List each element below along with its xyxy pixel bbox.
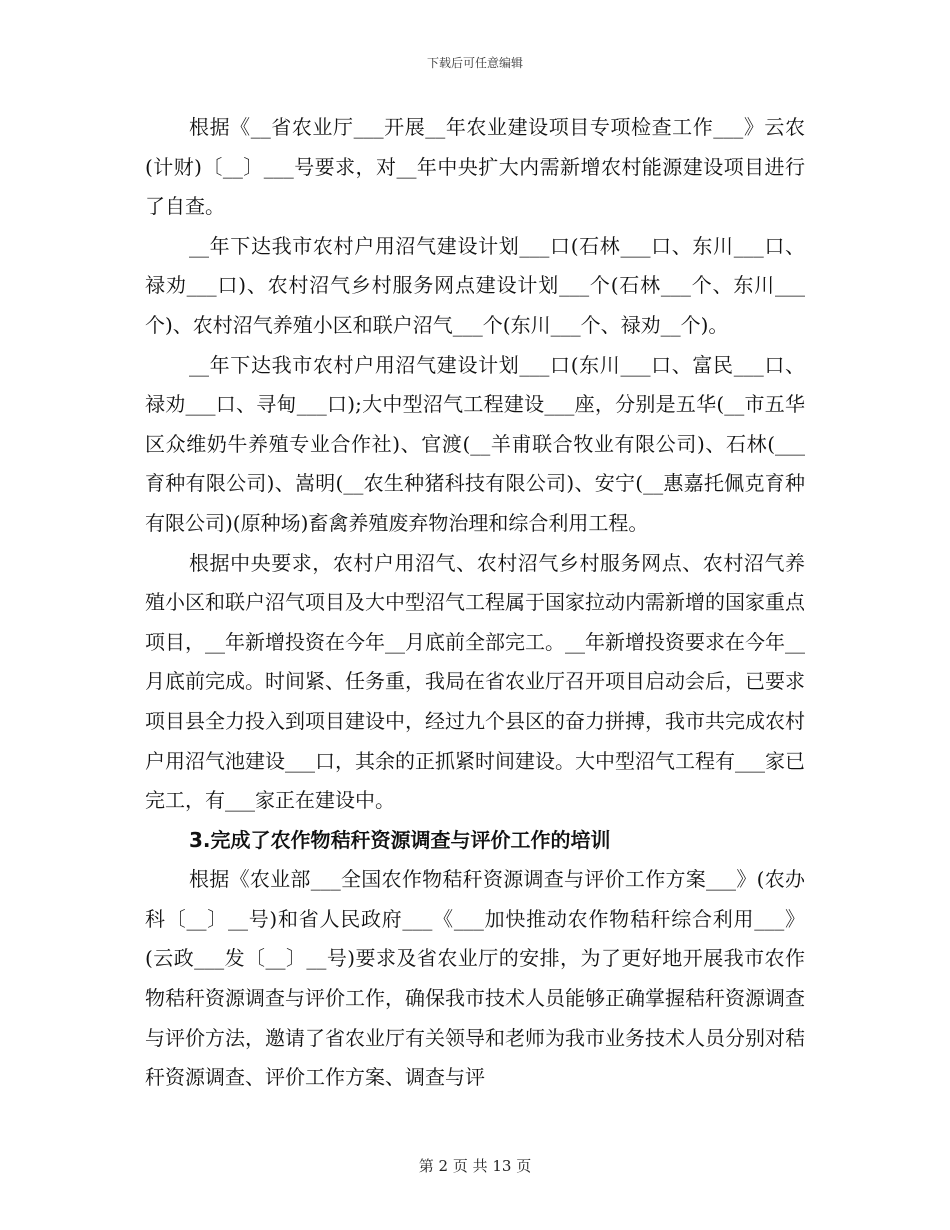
paragraph-straw-survey-training: 根据《农业部___全国农作物秸秆资源调查与评价工作方案___》(农办科〔__〕__号)和省人民政府___《___加快推动农作物秸秆综合利用___》(云政___发〔__〕__号)要求及省农业厅的安排，为了更好地开展我市农作物秸秆资源调查与评价工作，确保我市技术人员能够正确掌握秸秆资源调查与评价方法，邀请了省农业厅有关领导和老师为我市业务技术人员分别对秸秆资源调查、评价工作方案、调查与评 [145,867,805,1090]
section-heading-straw-survey: 3.完成了农作物秸秆资源调查与评价工作的培训 [189,827,611,852]
paragraph-central-requirements: 根据中央要求，农村户用沼气、农村沼气乡村服务网点、农村沼气养殖小区和联户沼气项目及大中型沼气工程属于国家拉动内需新增的国家重点项目，__年新增投资在今年__月底前全部完工。__年新增投资要求在今年__月底前完成。时间紧、任务重，我局在省农业厅召开项目启动会后，已要求项目县全力投入到项目建设中，经过九个县区的奋力拼搏，我市共完成农村户用沼气池建设___口，其余的正抓紧时间建设。大中型沼气工程有___家已完工，有___家正在建设中。 [145,550,805,813]
document-body [145,108,805,1098]
paragraph-household-biogas-plan-2: __年下达我市农村户用沼气建设计划___口(东川___口、富民___口、禄劝___口、寻甸___口);大中型沼气工程建设___座，分别是五华(__市五华区众维奶牛养殖专业合作社)、官渡(__羊甫联合牧业有限公司)、石林(___育种有限公司)、嵩明(__农生种猪科技有限公司)、安宁(__惠嘉托佩克育种有限公司)(原种场)畜禽养殖废弃物治理和综合利用工程。 [145,352,805,535]
paragraph-self-inspection: 根据《__省农业厅___开展__年农业建设项目专项检查工作___》云农(计财)〔__〕___号要求，对__年中央扩大内需新增农村能源建设项目进行了自查。 [145,115,805,219]
page-header-note: 下载后可任意编辑 [426,56,523,70]
paragraph-household-biogas-plan-1: __年下达我市农村户用沼气建设计划___口(石林___口、东川___口、禄劝___口)、农村沼气乡村服务网点建设计划___个(石林___个、东川___个)、农村沼气养殖小区和联户沼气___个(东川___个、禄劝__个)。 [145,233,805,337]
page-number: 第 2 页 共 13 页 [418,1157,532,1175]
